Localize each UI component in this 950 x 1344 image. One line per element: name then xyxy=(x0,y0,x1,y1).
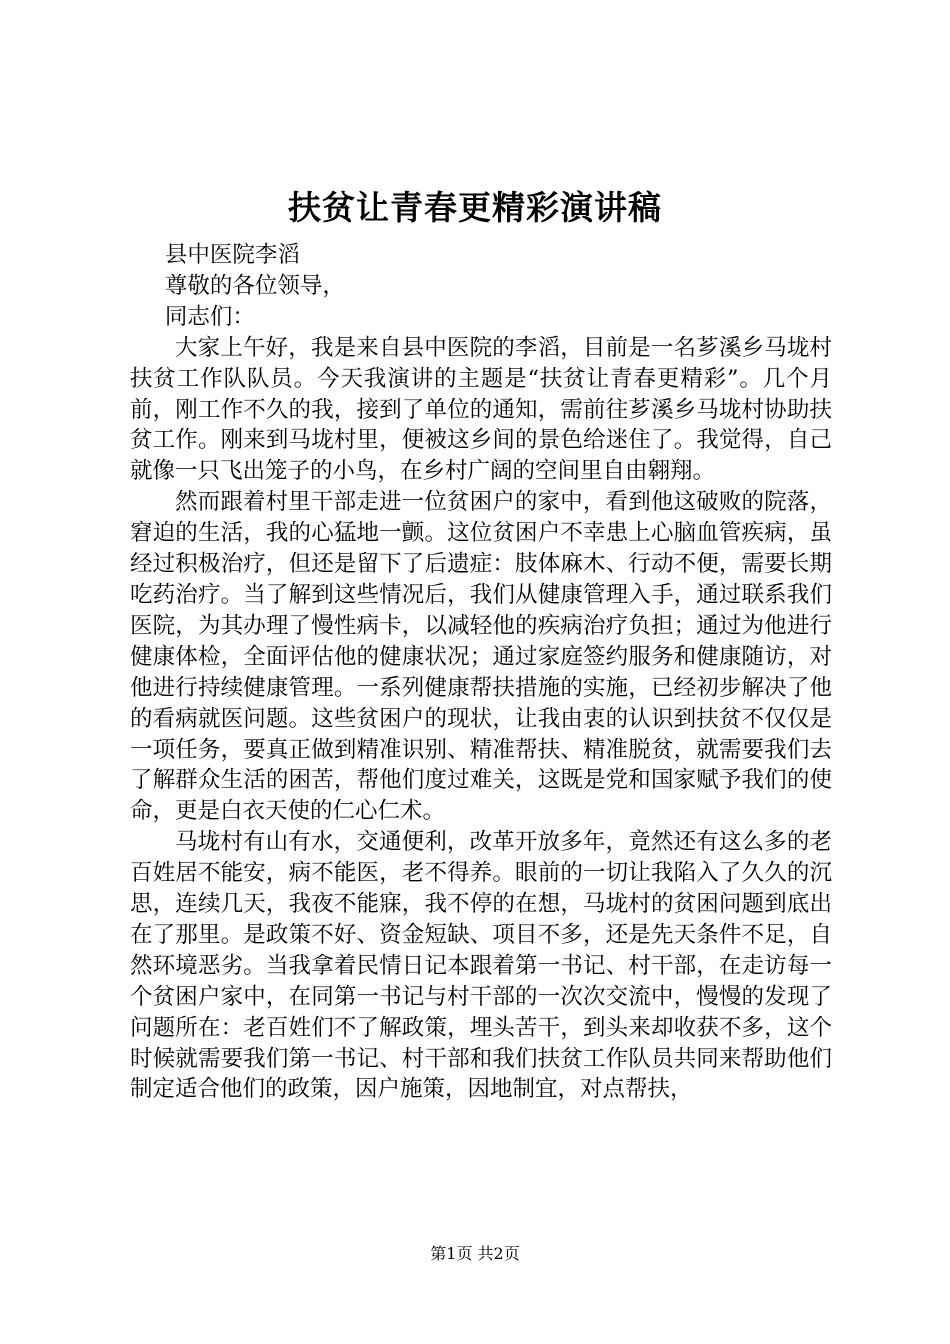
paragraph-2: 然而跟着村里干部走进一位贫困户的家中，看到他这破败的院落，窘迫的生活，我的心猛地一颤。这位贫困户不幸患上心脑血管疾病，虽经过积极治疗，但还是留下了后遗症：肢体麻木、行动不便，需要长期吃药治疗。当了解到这些情况后，我们从健康管理入手，通过联系我们医院，为其办理了慢性病卡，以减轻他的疾病治疗负担；通过为他进行健康体检，全面评估他的健康状况；通过家庭签约服务和健康随访，对他进行持续健康管理。一系列健康帮扶措施的实施，已经初步解决了他的看病就医问题。这些贫困户的现状，让我由衷的认识到扶贫不仅仅是一项任务，要真正做到精准识别、精准帮扶、精准脱贫，就需要我们去了解群众生活的困苦，帮他们度过难关，这既是党和国家赋予我们的使命，更是白衣天使的仁心仁术。 xyxy=(130,489,832,825)
page-footer: 第1页 共2页 xyxy=(430,1244,520,1263)
document-body xyxy=(130,240,832,1105)
salutation-leaders: 尊敬的各位领导， xyxy=(164,272,345,299)
paragraph-3: 马垅村有山有水，交通便利，改革开放多年，竟然还有这么多的老百姓居不能安，病不能医，老不得养。眼前的一切让我陷入了久久的沉思，连续几天，我夜不能寐，我不停的在想，马垅村的贫困问题到底出在了那里。是政策不好、资金短缺、项目不多，还是先天条件不足，自然环境恶劣。当我拿着民情日记本跟着第一书记、村干部，在走访每一个贫困户家中，在同第一书记与村干部的一次次交流中，慢慢的发现了问题所在：老百姓们不了解政策，埋头苦干，到头来却收获不多，这个时候就需要我们第一书记、村干部和我们扶贫工作队员共同来帮助他们制定适合他们的政策，因户施策，因地制宜，对点帮扶， xyxy=(130,829,832,1103)
salutation-comrades: 同志们： xyxy=(164,303,255,330)
paragraph-1: 大家上午好，我是来自县中医院的李滔，目前是一名芗溪乡马垅村扶贫工作队队员。今天我演讲的主题是“扶贫让青春更精彩”。几个月前，刚工作不久的我，接到了单位的通知，需前往芗溪乡马垅村协助扶贫工作。刚来到马垅村里，便被这乡间的景色给迷住了。我觉得，自己就像一只飞出笼子的小鸟，在乡村广阔的空间里自由翱翔。 xyxy=(130,334,832,485)
author-line: 县中医院李滔 xyxy=(164,242,300,268)
document-title: 扶贫让青春更精彩演讲稿 xyxy=(288,188,662,227)
